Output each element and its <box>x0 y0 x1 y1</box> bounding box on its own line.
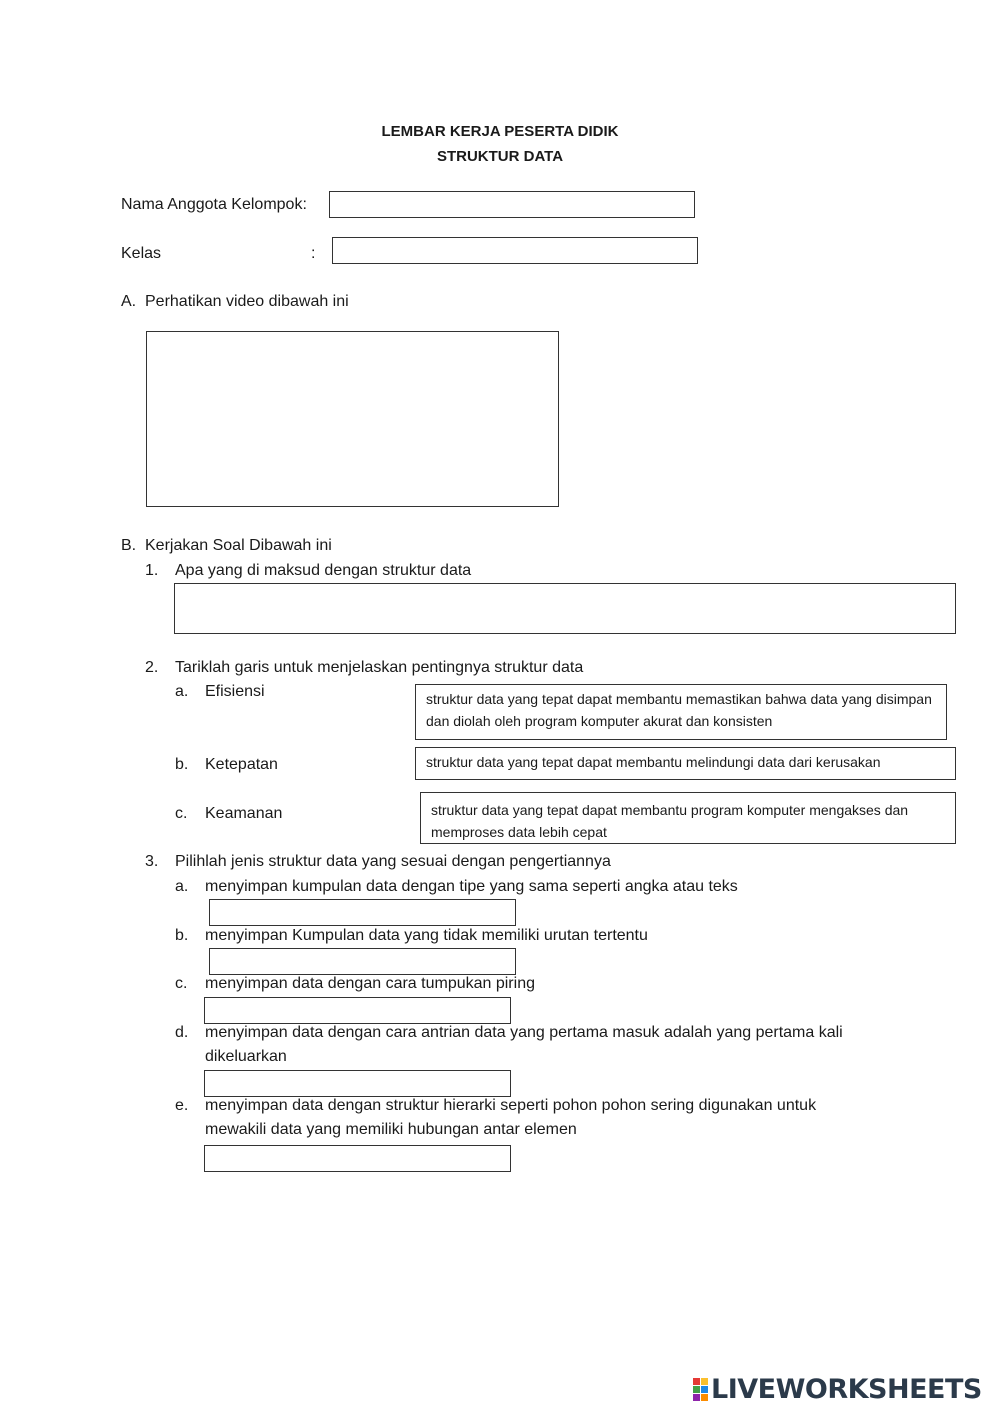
section-b-marker: B. <box>121 537 137 554</box>
q3-item-a-text: menyimpan kumpulan data dengan tipe yang sama seperti angka atau teks <box>205 878 738 895</box>
q3-item-c-marker: c. <box>175 975 188 992</box>
class-label: Kelas <box>121 245 162 262</box>
q2-item-efisiensi[interactable]: Efisiensi <box>205 683 265 700</box>
section-b-heading: Kerjakan Soal Dibawah ini <box>145 537 332 554</box>
logo-tile <box>693 1386 700 1393</box>
q2-item-b-marker: b. <box>175 756 189 773</box>
class-colon: : <box>311 245 316 262</box>
q2-option-protection[interactable]: struktur data yang tepat dapat membantu melindungi data dari kerusakan <box>415 747 956 780</box>
q3-number: 3. <box>145 853 159 870</box>
section-a-marker: A. <box>121 293 137 310</box>
q3-answer-c-input[interactable] <box>204 997 511 1024</box>
section-a-heading: Perhatikan video dibawah ini <box>145 293 349 310</box>
q3-item-b-text: menyimpan Kumpulan data yang tidak memiliki urutan tertentu <box>205 927 648 944</box>
q2-option-accuracy[interactable]: struktur data yang tepat dapat membantu memastikan bahwa data yang disimpan dan diolah oleh program komputer akurat dan konsisten <box>415 684 947 740</box>
q2-item-a-marker: a. <box>175 683 189 700</box>
q3-text: Pilihlah jenis struktur data yang sesuai dengan pengertiannya <box>175 853 611 870</box>
q2-number: 2. <box>145 659 159 676</box>
logo-tile <box>693 1378 700 1385</box>
q1-text: Apa yang di maksud dengan struktur data <box>175 562 472 579</box>
logo-tile <box>701 1378 708 1385</box>
logo-tile <box>693 1394 700 1401</box>
group-members-input[interactable] <box>329 191 695 218</box>
q3-item-b-marker: b. <box>175 927 189 944</box>
page-title: LEMBAR KERJA PESERTA DIDIK <box>381 123 619 140</box>
q2-text: Tariklah garis untuk menjelaskan pentingnya struktur data <box>175 659 584 676</box>
q2-option-speed[interactable]: struktur data yang tepat dapat membantu program komputer mengakses dan memproses data lebih cepat <box>420 792 956 844</box>
q3-item-a-marker: a. <box>175 878 189 895</box>
logo-tile <box>701 1394 708 1401</box>
q1-number: 1. <box>145 562 159 579</box>
q3-item-e-text: menyimpan data dengan struktur hierarki seperti pohon pohon sering digunakan untuk <box>205 1097 817 1114</box>
class-input[interactable] <box>332 237 698 264</box>
liveworksheets-logo-icon <box>693 1378 708 1401</box>
q3-answer-a-input[interactable] <box>209 899 516 926</box>
liveworksheets-logo <box>693 1374 982 1405</box>
q3-item-d-marker: d. <box>175 1024 189 1041</box>
page-subtitle: STRUKTUR DATA <box>436 148 564 165</box>
q2-item-c-marker: c. <box>175 805 188 822</box>
q1-answer-input[interactable] <box>174 583 956 634</box>
q3-answer-d-input[interactable] <box>204 1070 511 1097</box>
video-frame[interactable] <box>146 331 559 507</box>
q2-item-keamanan[interactable]: Keamanan <box>205 805 283 822</box>
q3-item-d-text: menyimpan data dengan cara antrian data yang pertama masuk adalah yang pertama kali <box>205 1024 843 1041</box>
name-label: Nama Anggota Kelompok: <box>121 196 307 213</box>
q3-item-e-marker: e. <box>175 1097 189 1114</box>
q2-item-ketepatan[interactable]: Ketepatan <box>205 756 278 773</box>
logo-tile <box>701 1386 708 1393</box>
q3-item-d-text-cont: dikeluarkan <box>205 1048 287 1065</box>
q3-answer-b-input[interactable] <box>209 948 516 975</box>
q3-answer-e-input[interactable] <box>204 1145 511 1172</box>
q3-item-e-text-cont: mewakili data yang memiliki hubungan antar elemen <box>205 1121 577 1138</box>
liveworksheets-wordmark: LIVEWORKSHEETS <box>711 1374 982 1405</box>
q3-item-c-text: menyimpan data dengan cara tumpukan piring <box>205 975 535 992</box>
